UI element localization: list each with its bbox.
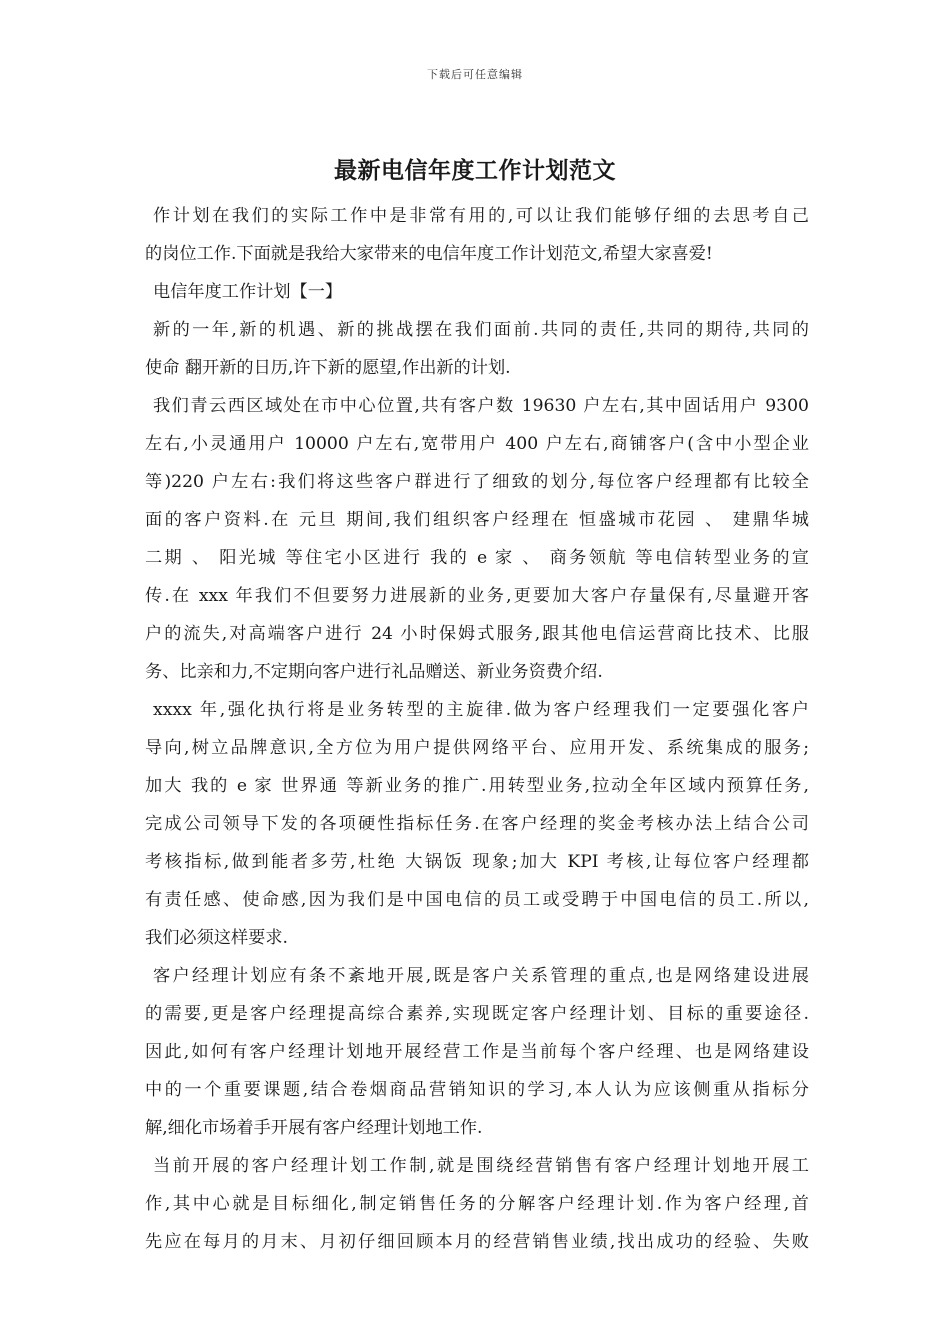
body-line: 传.在 xxx 年我们不但要努力进展新的业务,更要加大客户存量保有,尽量避开客 — [145, 586, 809, 606]
body-line: 使命 翻开新的日历,许下新的愿望,作出新的计划. — [145, 358, 511, 378]
body-line: 解,细化市场着手开展有客户经理计划地工作. — [145, 1118, 483, 1138]
body-line: 等)220 户左右:我们将这些客户群进行了细致的划分,每位客户经理都有比较全 — [145, 472, 809, 492]
document-body — [145, 197, 809, 1261]
body-line: 导向,树立品牌意识,全方位为用户提供网络平台、应用开发、系统集成的服务; — [145, 738, 809, 758]
body-line: 务、比亲和力,不定期向客户进行礼品赠送、新业务资费介绍. — [145, 662, 603, 682]
body-line: 面的客户资料.在 元旦 期间,我们组织客户经理在 恒盛城市花园 、 建鼎华城 — [145, 510, 809, 530]
body-line: 的需要,更是客户经理提高综合素养,实现既定客户经理计划、目标的重要途径. — [145, 1004, 809, 1024]
body-line: 左右,小灵通用户 10000 户左右,宽带用户 400 户左右,商铺客户(含中小型企业 — [145, 434, 809, 454]
body-line: 作,其中心就是目标细化,制定销售任务的分解客户经理计划.作为客户经理,首 — [145, 1194, 809, 1214]
body-line: 先应在每月的月末、月初仔细回顾本月的经营销售业绩,找出成功的经验、失败 — [145, 1232, 809, 1252]
header-note: 下载后可任意编辑 — [427, 68, 523, 81]
body-line: 作计划在我们的实际工作中是非常有用的,可以让我们能够仔细的去思考自己 — [153, 206, 809, 226]
body-line: 的岗位工作.下面就是我给大家带来的电信年度工作计划范文,希望大家喜爱! — [145, 244, 713, 264]
body-line: 我们青云西区域处在市中心位置,共有客户数 19630 户左右,其中固话用户 9300 — [153, 396, 809, 416]
body-line: 客户经理计划应有条不紊地开展,既是客户关系管理的重点,也是网络建设进展 — [153, 966, 809, 986]
body-line: 因此,如何有客户经理计划地开展经营工作是当前每个客户经理、也是网络建设 — [145, 1042, 809, 1062]
body-line: 加大 我的 e 家 世界通 等新业务的推广.用转型业务,拉动全年区域内预算任务, — [145, 776, 809, 796]
body-line: 户的流失,对高端客户进行 24 小时保姆式服务,跟其他电信运营商比技术、比服 — [145, 624, 809, 644]
body-line: 有责任感、使命感,因为我们是中国电信的员工或受聘于中国电信的员工.所以, — [145, 890, 809, 910]
body-line: 新的一年,新的机遇、新的挑战摆在我们面前.共同的责任,共同的期待,共同的 — [153, 320, 809, 340]
body-line: 完成公司领导下发的各项硬性指标任务.在客户经理的奖金考核办法上结合公司 — [145, 814, 809, 834]
body-line: 考核指标,做到能者多劳,杜绝 大锅饭 现象;加大 KPI 考核,让每位客户经理都 — [145, 852, 809, 872]
body-line: 当前开展的客户经理计划工作制,就是围绕经营销售有客户经理计划地开展工 — [153, 1156, 809, 1176]
body-line: 电信年度工作计划【一】 — [153, 282, 343, 302]
body-line: 我们必须这样要求. — [145, 928, 288, 948]
document-title: 最新电信年度工作计划范文 — [334, 157, 616, 184]
body-line: 二期 、 阳光城 等住宅小区进行 我的 e 家 、 商务领航 等电信转型业务的宣 — [145, 548, 809, 568]
body-line: 中的一个重要课题,结合卷烟商品营销知识的学习,本人认为应该侧重从指标分 — [145, 1080, 809, 1100]
body-line: xxxx 年,强化执行将是业务转型的主旋律.做为客户经理我们一定要强化客户 — [153, 700, 809, 720]
